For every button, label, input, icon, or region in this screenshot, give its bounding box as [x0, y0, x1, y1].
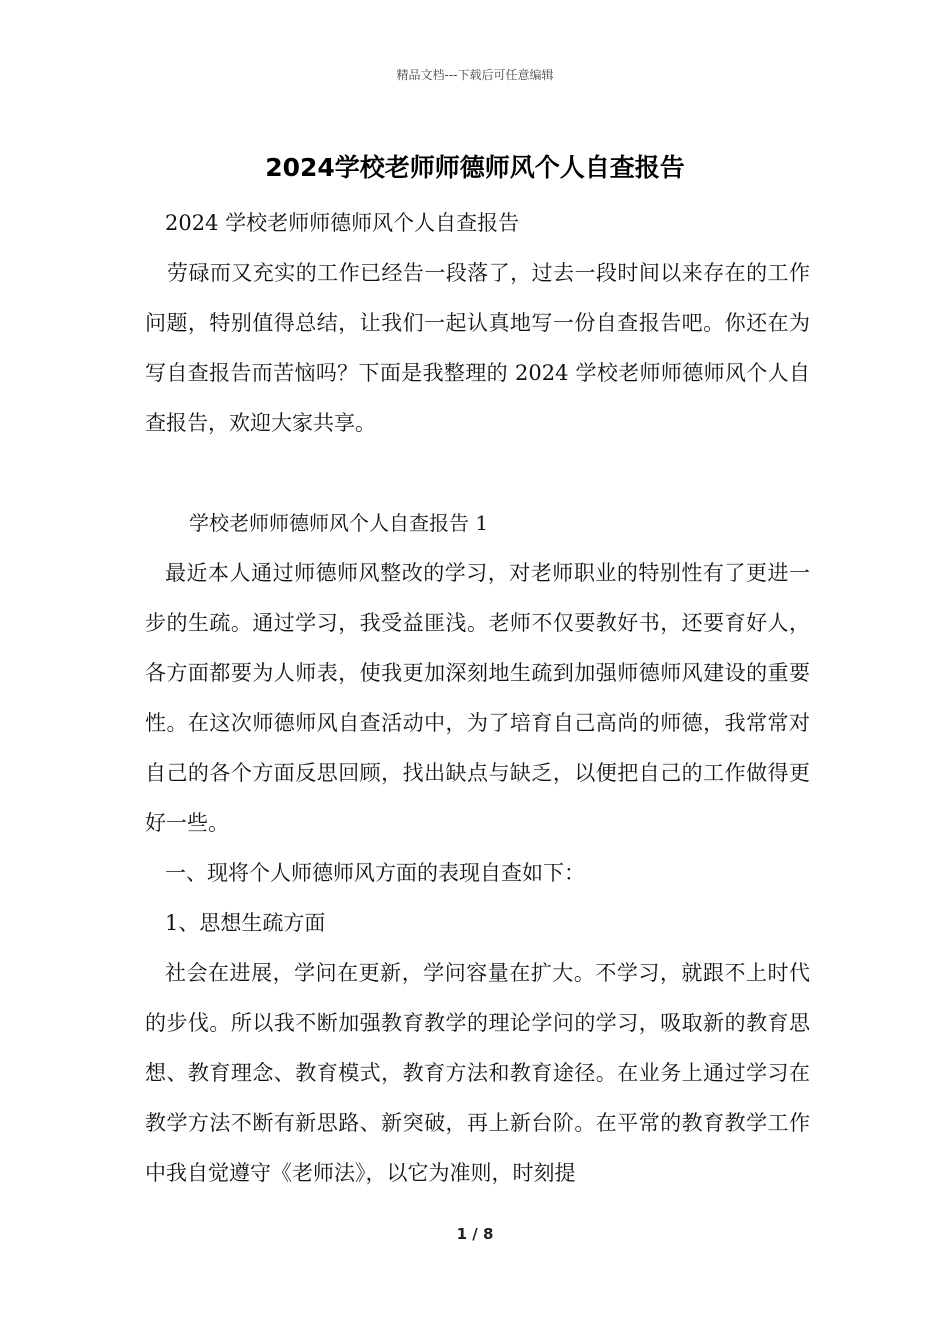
section-paragraph: 最近本人通过师德师风整改的学习，对老师职业的特别性有了更进一步的生疏。通过学习，我受益匪浅。老师不仅要教好书，还要育好人，各方面都要为人师表，使我更加深刻地生疏到加强师德师风建设的重要性。在这次师德师风自查活动中，为了培育自己高尚的师德，我常常对自己的各个方面反思回顾，找出缺点与缺乏，以便把自己的工作做得更好一些。	[145, 561, 810, 835]
item-paragraph: 社会在进展，学问在更新，学问容量在扩大。不学习，就跟不上时代的步伐。所以我不断加强教育教学的理论学问的学习，吸取新的教育思想、教育理念、教育模式，教育方法和教育途径。在业务上通过学习在教学方法不断有新思路、新突破，再上新台阶。在平常的教育教学工作中我自觉遵守《老师法》，以它为准则，时刻提	[145, 961, 810, 1185]
blank-line	[145, 448, 810, 498]
intro-paragraph: 劳碌而又充实的工作已经告一段落了，过去一段时间以来存在的工作问题，特别值得总结，让我们一起认真地写一份自查报告吧。你还在为写自查报告而苦恼吗？下面是我整理的 2024 学校老师师德师风个人自查报告，欢迎大家共享。	[145, 261, 810, 435]
page-number: 1 / 8	[456, 1225, 494, 1243]
document-body	[145, 198, 810, 1198]
document-subtitle: 2024 学校老师师德师风个人自查报告	[165, 211, 520, 235]
list-heading: 一、现将个人师德师风方面的表现自查如下：	[165, 861, 585, 885]
item-heading: 1、思想生疏方面	[165, 911, 326, 935]
section-heading: 学校老师师德师风个人自查报告 1	[189, 511, 489, 535]
page-header: 精品文档---下载后可任意编辑	[396, 68, 554, 82]
document-title: 2024学校老师师德师风个人自查报告	[265, 153, 685, 182]
